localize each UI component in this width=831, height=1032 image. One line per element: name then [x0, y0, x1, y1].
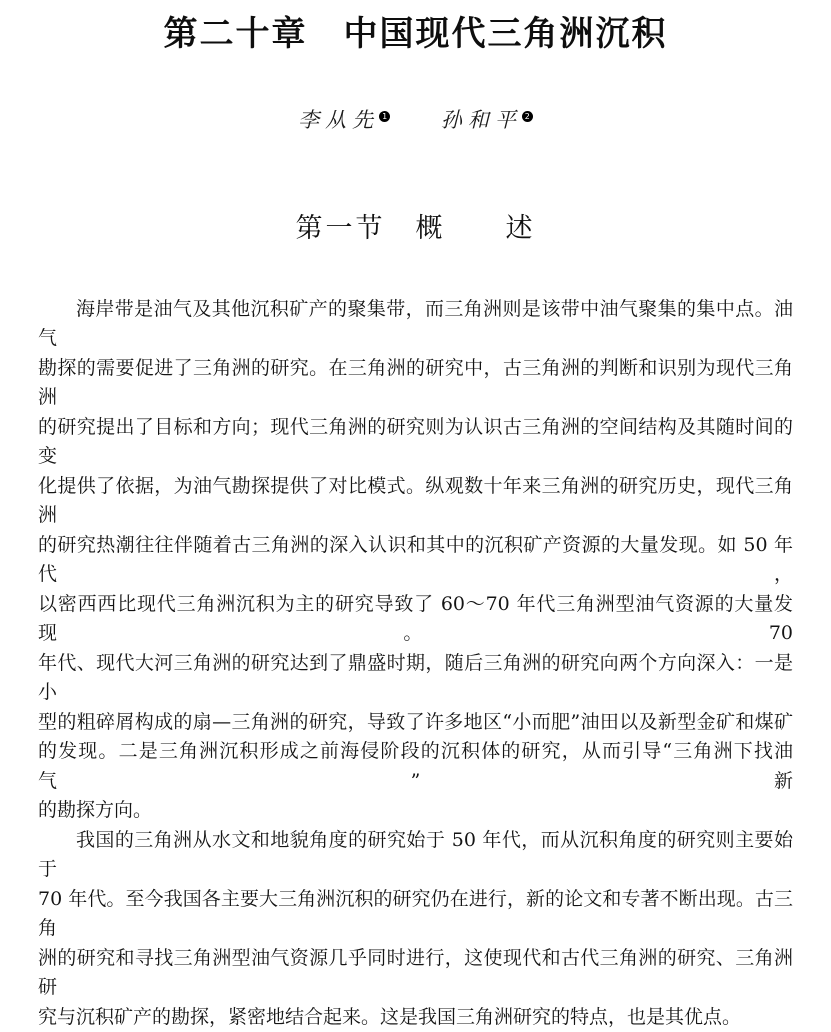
text-line: 究与沉积矿产的勘探，紧密地结合起来。这是我国三角洲研究的特点，也是其优点。 — [38, 1005, 742, 1028]
chapter-title: 第二十章 中国现代三角洲沉积 — [163, 14, 668, 54]
author-1 — [298, 108, 390, 132]
author-line — [0, 107, 831, 133]
text-line: 我国的三角洲从水文和地貌角度的研究始于 50 年代，而从沉积角度的研究则主要始于 — [38, 828, 793, 881]
document-page — [0, 14, 831, 1028]
text-line: 的发现。二是三角洲沉积形成之前海侵阶段的沉积体的研究，从而引导“三角洲下找油气”新 — [38, 740, 793, 792]
text-line: 海岸带是油气及其他沉积矿产的聚集带，而三角洲则是该带中油气聚集的集中点。油气 — [38, 297, 793, 350]
author-1-name: 李从先 — [298, 107, 380, 132]
text-line: 以密西西比现代三角洲沉积为主的研究导致了 60～70 年代三角洲型油气资源的大量发现。70 — [38, 592, 793, 645]
section-title: 第一节 概 述 — [295, 212, 536, 244]
text-line: 的勘探方向。 — [38, 799, 153, 822]
text-line: 勘探的需要促进了三角洲的研究。在三角洲的研究中，古三角洲的判断和识别为现代三角洲 — [38, 356, 793, 409]
paragraph-1 — [38, 295, 793, 826]
author-2-name: 孙和平 — [440, 107, 522, 132]
text-line: 的研究热潮往往伴随着古三角洲的深入认识和其中的沉积矿产资源的大量发现。如 50 年代， — [38, 533, 793, 586]
text-line: 70 年代。至今我国各主要大三角洲沉积的研究仍在进行，新的论文和专著不断出现。古三角 — [38, 887, 793, 940]
text-line: 型的粗碎屑构成的扇—三角洲的研究，导致了许多地区“小而肥”油田以及新型金矿和煤矿 — [38, 710, 793, 733]
author-2-footnote-mark: 2 — [522, 111, 533, 122]
text-line: 化提供了依据，为油气勘探提供了对比模式。纵观数十年来三角洲的研究历史，现代三角洲 — [38, 474, 793, 527]
text-line: 洲的研究和寻找三角洲型油气资源几乎同时进行，这使现代和古代三角洲的研究、三角洲研 — [38, 946, 793, 999]
text-line: 的研究提出了目标和方向；现代三角洲的研究则为认识古三角洲的空间结构及其随时间的变 — [38, 415, 793, 468]
paragraph-2 — [38, 826, 793, 1032]
body-text — [38, 295, 793, 1032]
author-2 — [441, 108, 533, 132]
text-line: 年代、现代大河三角洲的研究达到了鼎盛时期，随后三角洲的研究向两个方向深入：一是小 — [38, 651, 793, 704]
author-1-footnote-mark: 1 — [379, 111, 390, 122]
